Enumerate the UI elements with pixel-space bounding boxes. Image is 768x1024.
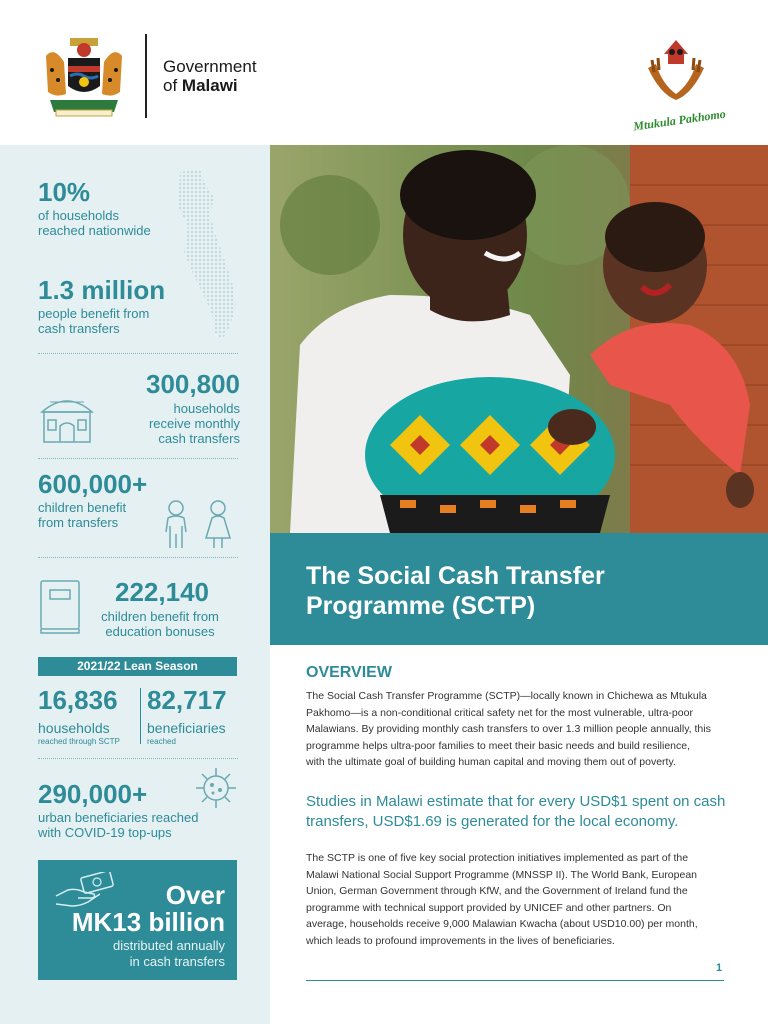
mtukula-pakhomo-logo <box>630 34 730 134</box>
stat-households-percent: 10% <box>38 177 91 207</box>
page-title <box>306 561 605 621</box>
stat-education-bonuses: 222,140 <box>115 577 209 607</box>
stat-people-benefit: 1.3 million <box>38 275 166 305</box>
coat-of-arms-icon <box>40 36 128 118</box>
stat-children-benefit: 600,000+ <box>38 469 148 499</box>
malawi-map-icon <box>170 166 242 342</box>
stat-monthly-line3: cash transfers <box>158 431 240 446</box>
stat-monthly-line1: households <box>173 401 240 416</box>
stat-urban-beneficiaries: 290,000+ <box>38 779 148 809</box>
stat-monthly-households: 300,800 <box>146 369 240 399</box>
lean-households-value: 16,836 <box>38 685 118 715</box>
title-band <box>270 533 768 645</box>
header-divider <box>145 34 147 118</box>
overview-paragraph-1: The Social Cash Transfer Programme (SCTP)—locally known in Chichewa as Mtukula Pakhomo—is a non-conditional critical safety net for the most vulnerable, ultra-poor Malawians. By providing monthly cash transfers to over 1.3 million people annually, this programme helps ultra-poor families to meet their basic needs and build resilience, with the ultimate goal of building human capital and moving them out of poverty. <box>306 690 711 768</box>
overview-paragraph-2: The SCTP is one of five key social protection initiatives implemented as part of the Malawi National Social Support Programme (MNSSP II). The World Bank, European Union, German Government through KfW, and the Government of Ireland fund the programme with technical support provided by UNICEF and other partners. On average, households receive 9,000 Malawian Kwacha (about USD10.00) per month, which leads to profound improvements in the lives of beneficiaries. <box>306 852 698 947</box>
cash-hand-icon <box>54 872 114 908</box>
lean-season-banner: 2021/22 Lean Season <box>38 657 237 676</box>
mk-amount: MK13 billion <box>71 907 225 937</box>
stat-people-line1: people benefit from <box>38 306 150 321</box>
svg-text:Mtukula Pakhomo: Mtukula Pakhomo <box>632 106 727 134</box>
lean-beneficiaries-label: beneficiaries <box>147 720 226 736</box>
government-label: Government <box>163 57 257 76</box>
divider <box>38 557 238 558</box>
stat-urban-line1: urban beneficiaries reached <box>38 810 199 825</box>
stat-households-line1: of households <box>38 208 119 223</box>
page-header <box>0 0 768 145</box>
stat-urban-line2: with COVID-19 top-ups <box>38 825 172 840</box>
overview-heading: OVERVIEW <box>306 664 392 681</box>
divider <box>38 353 238 354</box>
stat-education-line2: education bonuses <box>105 624 215 639</box>
footer-rule <box>306 980 724 981</box>
book-icon <box>38 578 82 636</box>
stat-children-line1: children benefit <box>38 500 127 515</box>
lean-households-sub: reached through SCTP <box>38 737 120 746</box>
house-icon <box>38 388 96 446</box>
mk-over: Over <box>165 880 225 910</box>
mother-and-child-image <box>270 145 768 533</box>
mk-line4: in cash transfers <box>129 954 225 969</box>
title-line1: The Social Cash Transfer <box>306 562 605 590</box>
stat-people-line2: cash transfers <box>38 321 120 336</box>
title-line2: Programme (SCTP) <box>306 592 536 620</box>
lean-households-label: households <box>38 720 110 736</box>
country-label: of Malawi <box>163 76 238 95</box>
stat-education-line1: children benefit from <box>101 609 219 624</box>
children-icon <box>156 498 240 552</box>
lean-beneficiaries-value: 82,717 <box>147 685 227 715</box>
pull-quote: Studies in Malawi estimate that for every USD$1 spent on cash transfers, USD$1.69 is generated for the local economy. <box>306 793 726 830</box>
lean-beneficiaries-sub: reached <box>147 737 176 746</box>
stat-households-line2: reached nationwide <box>38 223 151 238</box>
page-number: 1 <box>716 962 723 974</box>
stat-children-line2: from transfers <box>38 515 119 530</box>
mk13-billion-box <box>38 860 237 980</box>
hero-photo <box>270 145 768 533</box>
lean-divider <box>140 688 141 744</box>
virus-icon <box>194 766 238 810</box>
divider <box>38 458 238 459</box>
stat-monthly-line2: receive monthly <box>148 416 240 431</box>
mk-line3: distributed annually <box>112 938 225 953</box>
divider <box>38 758 238 759</box>
